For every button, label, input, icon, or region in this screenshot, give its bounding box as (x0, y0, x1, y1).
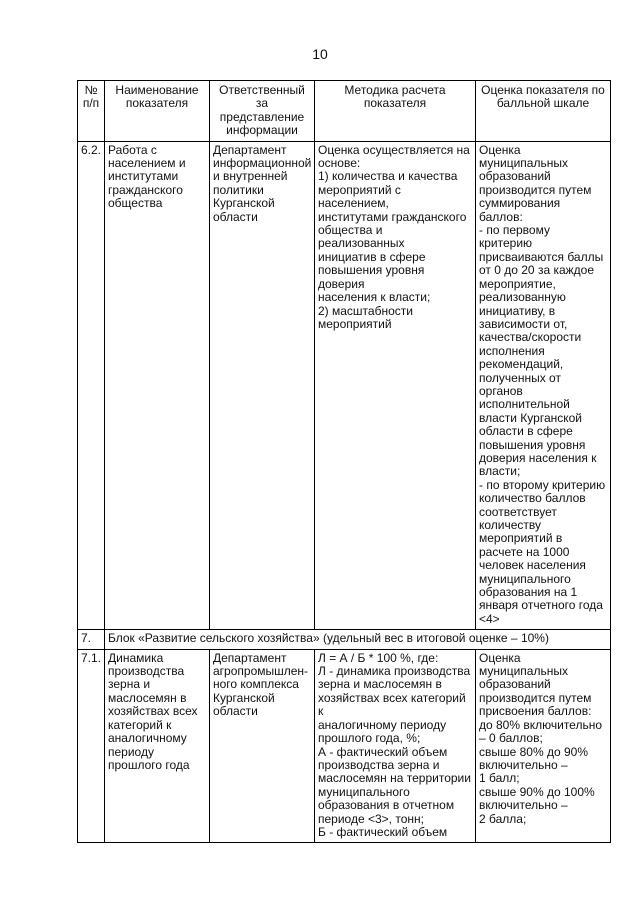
table-row (78, 649, 611, 843)
score-scale: Оценка муниципальных образований производится путем присвоения баллов: до 80% включительно – 0 баллов; свыше 80% до 90% включительно – 1 балл; свыше 90% до 100% включительно – 2 балла; (476, 649, 611, 843)
page-number: 10 (312, 46, 328, 62)
responsible-department: Департамент информационной и внутренней политики Курганской области (210, 141, 315, 630)
indicator-table (77, 80, 611, 843)
row-number: 7.1. (78, 649, 105, 843)
responsible-department: Департамент агропромышлен- ного комплекса Курганской области (210, 649, 315, 843)
table-header-row (78, 81, 611, 142)
indicator-name: Работа с населением и институтами гражданского общества (105, 141, 210, 630)
score-scale: Оценка муниципальных образований производится путем суммирования баллов: - по первому критерию присваиваются баллы от 0 до 20 за каждое мероприятие, реализованную инициативу, в зависимости от, качества/скорости исполнения рекомендаций, полученных от органов исполнительной власти Курганской области в сфере повышения уровня доверия населения к власти; - по второму критерию количество баллов соответствует количеству мероприятий в расчете на 1000 человек населения муниципального образования на 1 января отчетного года <4> (476, 141, 611, 630)
section-number: 7. (78, 630, 105, 649)
calculation-method: Л = А / Б * 100 %, где: Л - динамика производства зерна и маслосемян в хозяйствах всех категорий к аналогичному периоду прошлого года, %; А - фактический объем производства зерна и маслосемян на территории муниципального образования в отчетном периоде <3>, тонн; Б - фактический объем (315, 649, 476, 843)
calculation-method: Оценка осуществляется на основе: 1) количества и качества мероприятий с населением, институтами гражданского общества и реализованных инициатив в сфере повышения уровня доверия населения к власти; 2) масштабности мероприятий (315, 141, 476, 630)
header-name: Наименование показателя (105, 81, 210, 142)
section-row (78, 630, 611, 649)
header-responsible: Ответственный за представление информации (210, 81, 315, 142)
indicator-name: Динамика производства зерна и маслосемян в хозяйствах всех категорий к аналогичному периоду прошлого года (105, 649, 210, 843)
header-method: Методика расчета показателя (315, 81, 476, 142)
header-score: Оценка показателя по балльной шкале (476, 81, 611, 142)
row-number: 6.2. (78, 141, 105, 630)
table-row (78, 141, 611, 630)
section-title: Блок «Развитие сельского хозяйства» (удельный вес в итоговой оценке – 10%) (105, 630, 611, 649)
header-num: № п/п (78, 81, 105, 142)
